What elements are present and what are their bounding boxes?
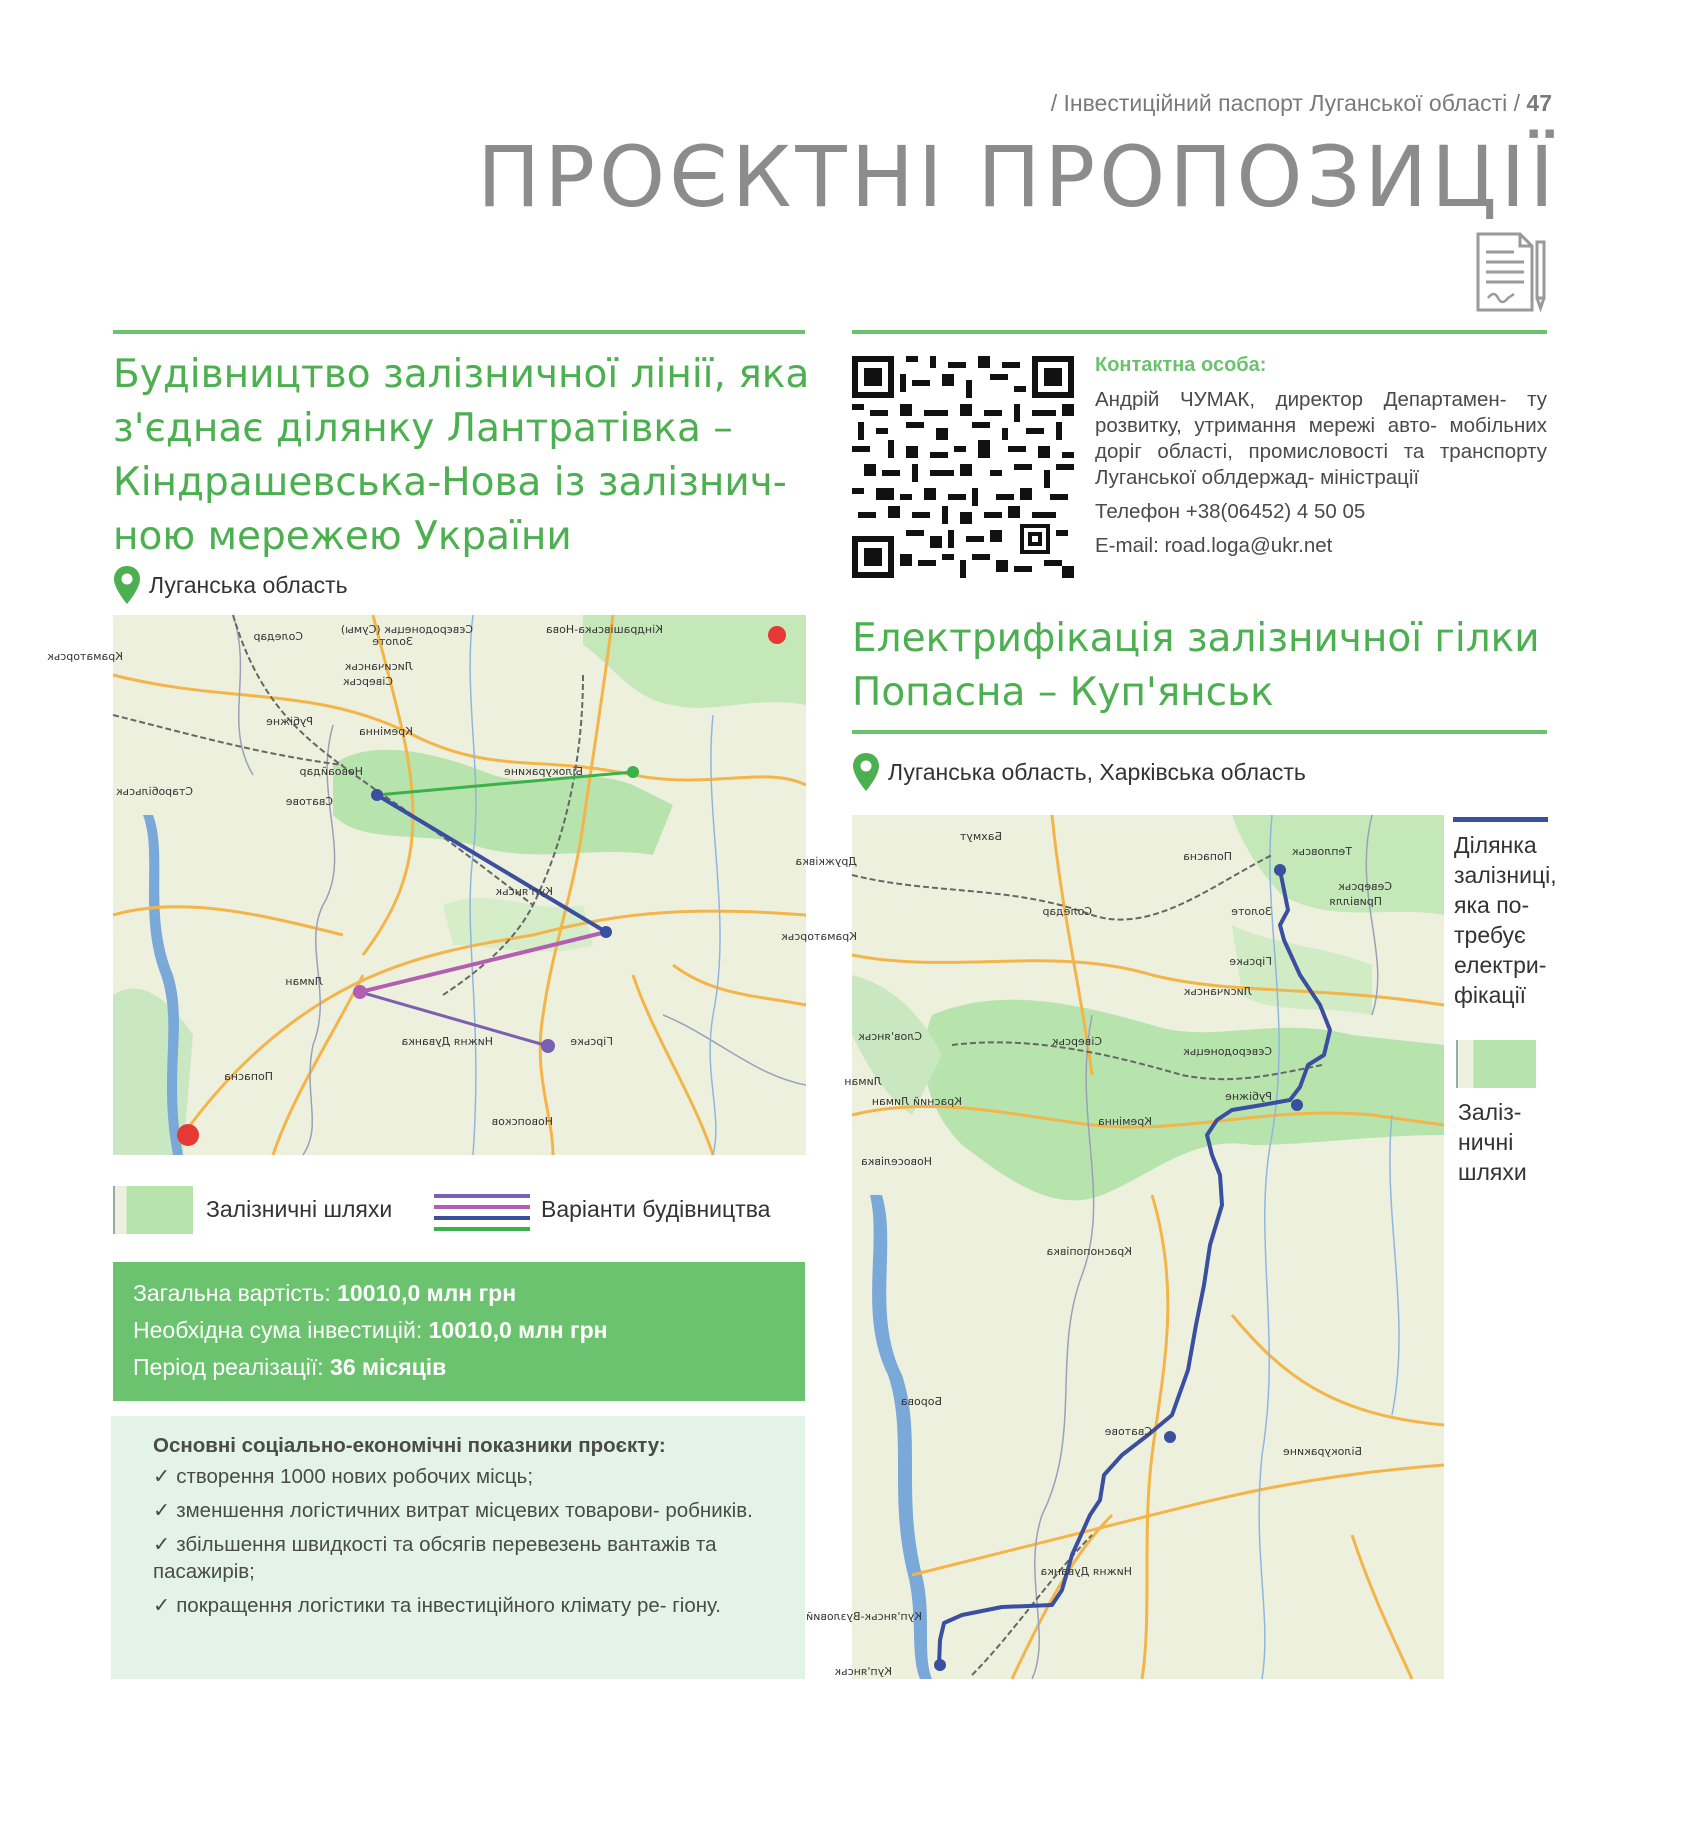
legend-railways-swatch-2 (1456, 1040, 1536, 1088)
section-rule-right-top (852, 330, 1547, 334)
location-text: Луганська область, Харківська область (888, 758, 1306, 785)
document-pen-icon (1474, 230, 1549, 314)
map-label: Сіверськ (1051, 1035, 1102, 1048)
map-label: Золоте (1231, 905, 1272, 918)
map-label: Соледар (1042, 905, 1092, 918)
map-label: Рубіжне (1225, 1090, 1272, 1103)
map-label: Краматорськ (47, 650, 123, 663)
project1-title: Будівництво залізничної лінії, яка з'єднає ділянку Лантратівка – Кіндрашевська-Нова із залізнич- ною мережею України (113, 352, 810, 559)
map-label: Лисичанськ (1183, 985, 1252, 998)
map-label: Кремінна (358, 725, 413, 738)
project1-summary (113, 1262, 805, 1401)
map-label: Кіндрашівська-Нова (545, 623, 663, 636)
running-header (1051, 90, 1552, 117)
project1-location (113, 565, 348, 605)
map-project1[interactable] (47, 615, 806, 1155)
breadcrumb: / Інвестиційний паспорт Луганської області / (1050, 90, 1521, 116)
map-label: Бахмут (959, 830, 1002, 843)
map-label: Сватове (285, 795, 333, 808)
check-icon: ✓ (153, 1594, 171, 1617)
map-label: Привілля (1329, 895, 1382, 908)
map-label: Лисичанськ (344, 660, 413, 673)
list-item: ✓ зменшення логістичних витрат місцевих товарови- робників. (153, 1499, 753, 1522)
map-label: Кремінна (1097, 1115, 1152, 1128)
map-label: Старобільськ (115, 785, 193, 798)
legend-railways-swatch (113, 1186, 193, 1234)
indicators-title: Основні соціально-економічні показники проєкту: (153, 1434, 666, 1457)
list-item: ✓ покращення логістики та інвестиційного клімату ре- гіону. (153, 1594, 721, 1617)
contact-label: Контактна особа: (1095, 354, 1267, 376)
legend-segment-line (1453, 817, 1548, 822)
map-label: Рубіжне (266, 715, 313, 728)
map-label: Сватове (1104, 1425, 1152, 1438)
map-label: Золоте (372, 635, 413, 648)
map-label: Нижня Дуванка (401, 1035, 493, 1048)
map-label: Дружківка (795, 855, 857, 868)
map-label: Новоселівка (861, 1155, 932, 1168)
check-icon: ✓ (153, 1499, 171, 1522)
map-label: Северськ (1338, 880, 1392, 893)
project2-title: Електрифікація залізничної гілки Попасна – Куп'янськ (852, 616, 1540, 715)
legend-railways-label-2: Заліз- ничні шляхи (1458, 1099, 1527, 1185)
map-label: Куп'янськ (834, 1665, 892, 1678)
map-label: Лиман (285, 975, 323, 988)
investment-amount: Необхідна сума інвестицій: 10010,0 млн грн (133, 1317, 608, 1343)
map-label: Білокуракине (504, 765, 583, 778)
page-number: 47 (1526, 90, 1552, 116)
page-title: ПРОЄКТНІ ПРОПОЗИЦІЇ (477, 128, 1558, 226)
contact-email[interactable]: E-mail: road.loga@ukr.net (1095, 534, 1333, 557)
map-label: Гірське (570, 1035, 613, 1048)
map-label: Сєвєродонецьк (1183, 1045, 1272, 1058)
map-label: Нижня Дуванка (1040, 1565, 1132, 1578)
map-label: Краснопопівка (1046, 1245, 1132, 1258)
total-cost: Загальна вартість: 10010,0 млн грн (133, 1280, 517, 1306)
contact-description: Андрій ЧУМАК, директор Департамен- ту розвитку, утримання мережі авто- мобільних доріг області, промисловості та транспорту Луганської облдержад- міністрації (1095, 388, 1547, 489)
implementation-period: Період реалізації: 36 місяців (133, 1354, 447, 1380)
map-label: Лиман (844, 1075, 882, 1088)
location-text: Луганська область (149, 571, 348, 598)
map-label: Тепловськ (1291, 845, 1352, 858)
project2-location (852, 752, 1306, 792)
map-label: Куп'янськ (495, 885, 553, 898)
legend-variants-label: Варіанти будівництва (541, 1196, 771, 1222)
legend-railways-label: Залізничні шляхи (206, 1196, 393, 1222)
map-label: Попасна (224, 1070, 273, 1083)
contact-phone: Телефон +38(06452) 4 50 05 (1095, 500, 1366, 523)
map-label: Новопсков (491, 1115, 553, 1128)
map-label: Куп'янськ-Вузловий (806, 1610, 922, 1623)
qr-code[interactable] (852, 356, 1074, 578)
section-rule-left (113, 330, 805, 334)
map-label: Борова (900, 1395, 942, 1408)
list-item: ✓ збільшення швидкості та обсягів перевезень вантажів та пасажирів; (153, 1533, 717, 1583)
check-icon: ✓ (153, 1533, 171, 1556)
location-pin-icon (852, 752, 880, 792)
map-project2[interactable] (781, 815, 1444, 1679)
map-label: Новоайдар (299, 765, 363, 778)
map-label: Краматорськ (781, 930, 857, 943)
list-item: ✓ створення 1000 нових робочих місць; (153, 1465, 534, 1488)
map-label: Попасна (1183, 850, 1232, 863)
map-label: Сєвєродонецьк (Сумы) (340, 623, 473, 636)
map-label: Сіверськ (342, 675, 393, 688)
project1-indicators (111, 1416, 805, 1679)
map-label: Слов'янськ (858, 1030, 922, 1043)
legend-segment-label: Ділянка залізниці, яка по- требує електри- фікації (1454, 832, 1557, 1008)
map-label: Білокуракине (1283, 1445, 1362, 1458)
location-pin-icon (113, 565, 141, 605)
map-label: Гірське (1229, 955, 1272, 968)
section-rule-right-mid (852, 730, 1547, 734)
map-label: Соледар (253, 630, 303, 643)
map-label: Красний Лиман (871, 1095, 962, 1108)
legend-variants-lines (434, 1192, 530, 1234)
contact-block (1095, 352, 1547, 567)
check-icon: ✓ (153, 1465, 171, 1488)
